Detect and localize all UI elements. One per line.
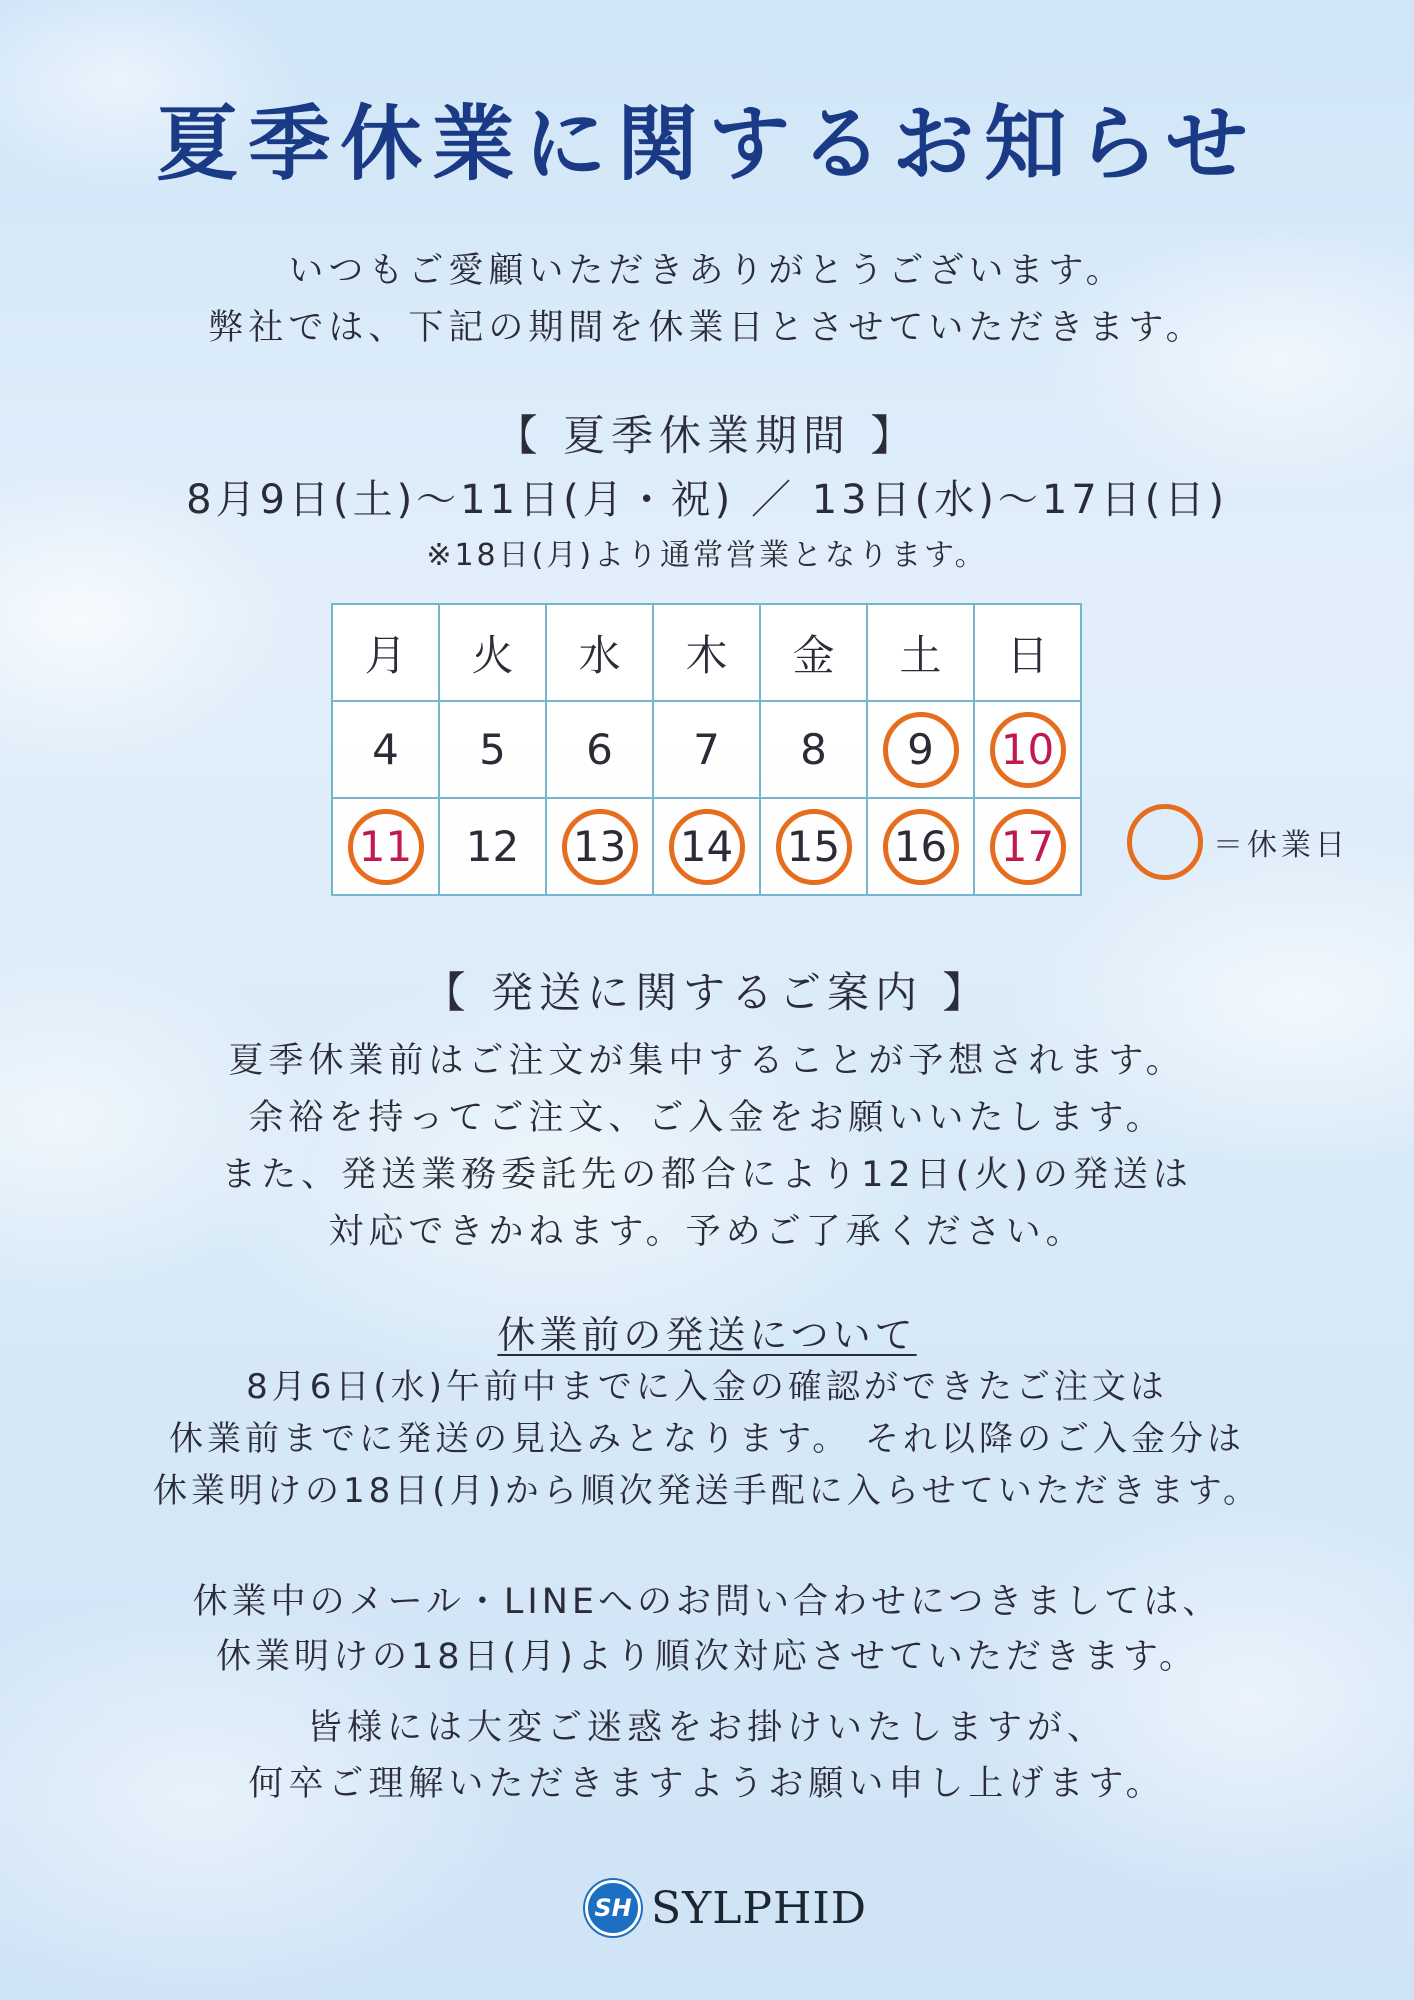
calendar-day: 17: [990, 809, 1066, 885]
calendar-day: 5: [479, 725, 506, 774]
shipping-line: 余裕を持ってご注文、ご入金をお願いいたします。: [248, 1098, 1166, 1138]
calendar-cell: [546, 798, 653, 895]
shipping-line: 夏季休業前はご注文が集中することが予想されます。: [228, 1041, 1186, 1081]
weekday-tue: 火: [439, 604, 546, 701]
calendar-day: 16: [883, 809, 959, 885]
calendar-day: 15: [776, 809, 852, 885]
calendar-cell: [653, 798, 760, 895]
calendar-cell: [332, 798, 439, 895]
legend-label: ＝休業日: [1213, 828, 1349, 863]
calendar-cell: [867, 798, 974, 895]
calendar-day: 11: [348, 809, 424, 885]
page-title: 夏季休業に関するお知らせ: [156, 97, 1258, 192]
pre-shipping-heading: [0, 1304, 1414, 1359]
calendar-cell: [439, 798, 546, 895]
calendar-week-row: [332, 701, 1081, 798]
weekday-sun: 日: [974, 604, 1081, 701]
shipping-text: [0, 1033, 1414, 1261]
calendar-week-row: [332, 798, 1081, 895]
period-note: ※18日(月)より通常営業となります。: [426, 538, 988, 573]
calendar-cell: [546, 701, 653, 798]
closing-text: [0, 1700, 1414, 1812]
logo-text: SYLPHID: [651, 1882, 868, 1934]
calendar-cell: [867, 701, 974, 798]
calendar-day: 4: [372, 725, 399, 774]
calendar-legend: [1127, 804, 1349, 880]
calendar-cell: [332, 701, 439, 798]
calendar-cell: [439, 701, 546, 798]
weekday-wed: 水: [546, 604, 653, 701]
calendar-day: 12: [465, 822, 520, 871]
intro-line: いつもご愛顧いただきありがとうございます。: [288, 251, 1126, 291]
pre-shipping-line: 8月6日(水)午前中までに入金の確認ができたご注文は: [246, 1367, 1168, 1407]
weekday-fri: 金: [760, 604, 867, 701]
holiday-circle-icon: [1127, 804, 1203, 880]
weekday-thu: 木: [653, 604, 760, 701]
pre-shipping-line: 休業明けの18日(月)から順次発送手配に入らせていただきます。: [152, 1471, 1262, 1511]
calendar-day: 8: [800, 725, 827, 774]
calendar-cell: [760, 798, 867, 895]
calendar-day: 13: [562, 809, 638, 885]
intro-line: 弊社では、下記の期間を休業日とさせていただきます。: [208, 308, 1206, 348]
calendar-cell: [760, 701, 867, 798]
pre-shipping-text: [0, 1361, 1414, 1517]
shipping-heading: 【 発送に関するご案内 】: [423, 968, 991, 1017]
calendar-day: 6: [586, 725, 613, 774]
calendar-day: 10: [990, 712, 1066, 788]
pre-shipping-line: 休業前までに発送の見込みとなります。 それ以降のご入金分は: [168, 1419, 1246, 1459]
sh-logo-icon: SH: [585, 1880, 641, 1936]
weekday-mon: 月: [332, 604, 439, 701]
calendar-cell: [974, 798, 1081, 895]
contact-line: 休業中のメール・LINEへのお問い合わせにつきましては、: [192, 1582, 1222, 1622]
intro-text: [0, 243, 1414, 357]
calendar-header-row: [332, 604, 1081, 701]
contact-text: [0, 1575, 1414, 1685]
closing-line: 皆様には大変ご迷惑をお掛けいたしますが、: [306, 1708, 1107, 1748]
calendar-cell: [653, 701, 760, 798]
calendar-cell: [974, 701, 1081, 798]
sylphid-logo: [585, 1880, 867, 1936]
weekday-sat: 土: [867, 604, 974, 701]
shipping-line: 対応できかねます。予めご了承ください。: [328, 1212, 1086, 1252]
holiday-calendar: [331, 603, 1082, 896]
calendar-day: 7: [693, 725, 720, 774]
contact-line: 休業明けの18日(月)より順次対応させていただきます。: [215, 1637, 1199, 1677]
shipping-line: また、発送業務委託先の都合により12日(火)の発送は: [221, 1155, 1193, 1195]
pre-shipping-heading-text: 休業前の発送について: [497, 1313, 917, 1357]
period-dates: 8月9日(土)～11日(月・祝) ／ 13日(水)～17日(日): [186, 477, 1228, 523]
closing-line: 何卒ご理解いただきますようお願い申し上げます。: [248, 1764, 1166, 1804]
calendar-day: 9: [883, 712, 959, 788]
period-heading: 【 夏季休業期間 】: [495, 411, 919, 460]
calendar-day: 14: [669, 809, 745, 885]
